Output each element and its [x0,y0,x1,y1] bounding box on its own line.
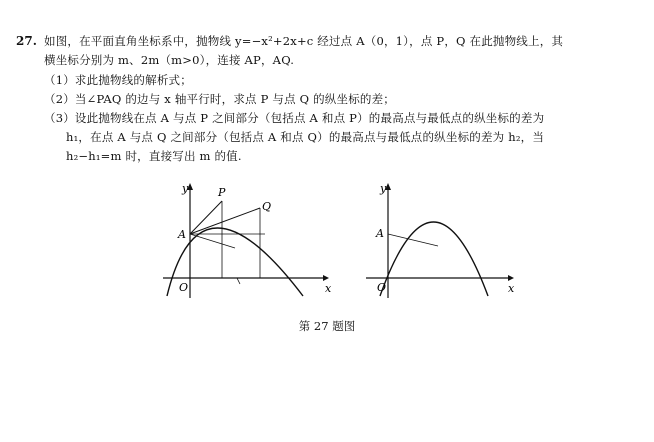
x-axis-arrow [323,275,329,281]
figure-caption: 第 27 题图 [298,319,356,333]
segment-aq [190,208,260,234]
x-label: x [325,282,332,295]
part-2: （2）当∠PAQ 的边与 x 轴平行时，求点 P 与点 Q 的纵坐标的差； [44,92,396,106]
part-3-line-1: （3）设此抛物线在点 A 与点 P 之间部分（包括点 A 和点 P）的最高点与最低点的纵坐标的差为 [44,111,545,125]
figure-right [358,178,528,308]
problem-line-1: 如图，在平面直角坐标系中，抛物线 y=−x²+2x+c 经过点 A（0，1），点 P，Q 在此抛物线上，其 [44,34,564,48]
parabola [380,222,488,296]
point-a-label: A [178,228,186,241]
segment-lower [190,234,235,248]
problem-line-2: 横坐标分别为 m、2m（m>0），连接 AP，AQ. [44,53,295,67]
y-label: y [380,182,387,195]
part-3-line-3: h₂−h₁=m 时，直接写出 m 的值. [66,149,242,163]
x-label: x [508,282,515,295]
x-axis-arrow [508,275,514,281]
point-a-label: A [376,227,384,240]
part-1: （1）求此抛物线的解析式； [44,73,192,87]
figure-left [155,178,335,308]
point-p-label: P [218,186,226,199]
origin-label: O [179,281,189,294]
point-q-label: Q [262,200,272,213]
segment-ap [190,201,222,234]
origin-label: O [377,281,387,294]
y-label: y [182,182,189,195]
tick-mark [237,278,240,284]
part-3-line-2: h₁，在点 A 与点 Q 之间部分（包括点 A 和点 Q）的最高点与最低点的纵坐标的差为 h₂，当 [66,130,545,144]
problem-number: 27. [16,34,37,48]
segment-lower [388,234,438,246]
